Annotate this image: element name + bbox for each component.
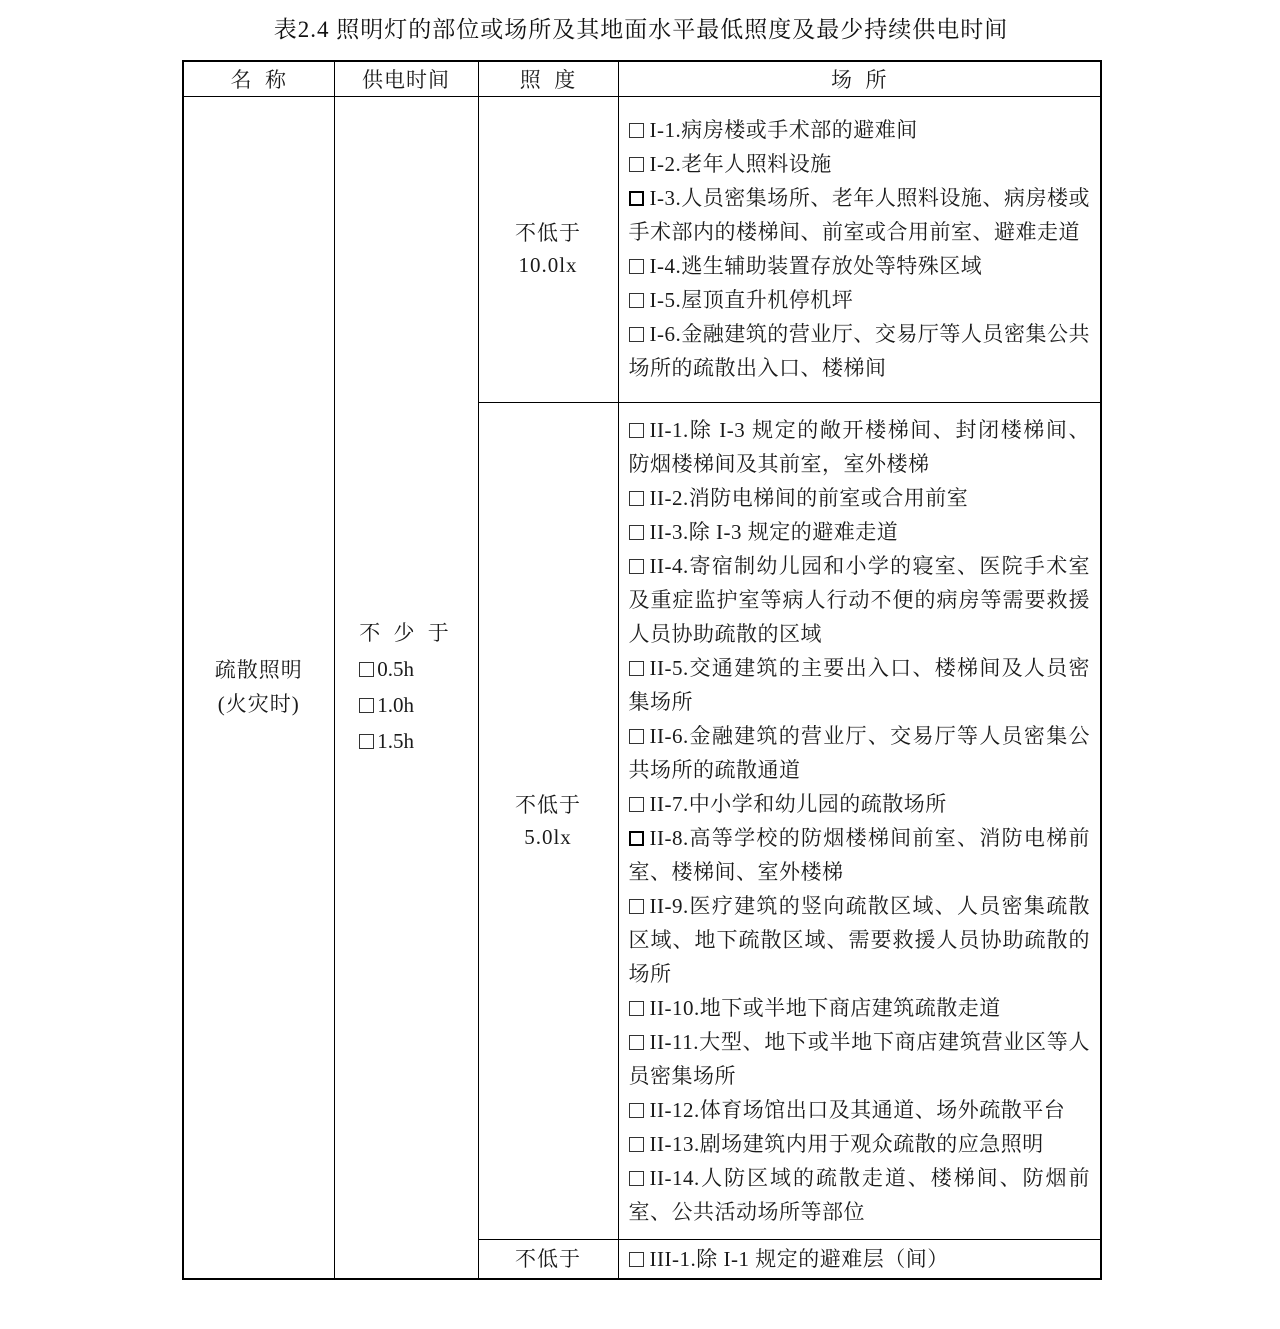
place-item-label: I-4.逃生辅助装置存放处等特殊区域 bbox=[649, 254, 983, 278]
checkbox-icon[interactable] bbox=[629, 1001, 644, 1016]
place-item bbox=[629, 1093, 1091, 1127]
place-item bbox=[629, 889, 1091, 991]
checkbox-icon[interactable] bbox=[629, 293, 644, 308]
checkbox-icon[interactable] bbox=[629, 1035, 644, 1050]
place-item bbox=[629, 181, 1091, 249]
table-title: 表2.4 照明灯的部位或场所及其地面水平最低照度及最少持续供电时间 bbox=[273, 17, 1009, 42]
place-item-label: II-2.消防电梯间的前室或合用前室 bbox=[649, 485, 969, 510]
place-item-label: II-12.体育场馆出口及其通道、场外疏散平台 bbox=[649, 1097, 1066, 1122]
checkbox-icon[interactable] bbox=[629, 1171, 644, 1186]
checkbox-icon[interactable] bbox=[629, 259, 644, 274]
header-name: 名 称 bbox=[183, 61, 334, 96]
name-line-1: 疏散照明 bbox=[214, 658, 303, 682]
checkbox-icon[interactable] bbox=[629, 491, 644, 506]
place-item-label: II-14.人防区域的疏散走道、楼梯间、防烟前室、公共活动场所等部位 bbox=[628, 1165, 1090, 1224]
illuminance-label: 不低于 bbox=[515, 792, 581, 817]
place-item-label: II-7.中小学和幼儿园的疏散场所 bbox=[649, 791, 947, 816]
supply-time-options bbox=[359, 651, 453, 759]
supply-time-option bbox=[359, 651, 453, 687]
place-item bbox=[629, 317, 1091, 385]
header-place: 场 所 bbox=[618, 61, 1101, 96]
checkbox-icon[interactable] bbox=[629, 525, 644, 540]
illuminance-label: 不低于 bbox=[515, 1246, 581, 1271]
place-item bbox=[629, 1127, 1091, 1161]
place-item-label: I-1.病房楼或手术部的避难间 bbox=[649, 118, 918, 142]
checkbox-icon[interactable] bbox=[629, 559, 644, 574]
checkbox-icon[interactable] bbox=[359, 698, 374, 713]
place-item bbox=[629, 147, 1091, 181]
checkbox-icon[interactable] bbox=[629, 729, 644, 744]
place-item-label: III-1.除 I-1 规定的避难层（间） bbox=[649, 1246, 949, 1271]
illuminance-cell-section3 bbox=[478, 1239, 618, 1279]
checkbox-icon[interactable] bbox=[629, 191, 644, 206]
place-item bbox=[629, 651, 1091, 719]
checkbox-icon[interactable] bbox=[359, 662, 374, 677]
place-cell-section2 bbox=[618, 402, 1101, 1239]
checkbox-icon[interactable] bbox=[629, 123, 644, 138]
illuminance-cell-section2 bbox=[478, 402, 618, 1239]
place-item-label: I-5.屋顶直升机停机坪 bbox=[649, 288, 854, 312]
place-item bbox=[629, 249, 1091, 283]
place-item-label: II-3.除 I-3 规定的避难走道 bbox=[649, 519, 899, 544]
header-row bbox=[183, 61, 1101, 96]
supply-time-cell bbox=[334, 96, 478, 1279]
supply-time-prefix: 不 少 于 bbox=[359, 621, 453, 645]
place-item bbox=[629, 1242, 1091, 1276]
lighting-spec-table bbox=[182, 60, 1102, 1280]
place-item-label: II-10.地下或半地下商店建筑疏散走道 bbox=[649, 995, 1001, 1020]
illuminance-value: 10.0lx bbox=[518, 253, 578, 277]
checkbox-icon[interactable] bbox=[629, 423, 644, 438]
place-item bbox=[629, 821, 1091, 889]
checkbox-icon[interactable] bbox=[629, 1252, 644, 1267]
place-item-label: II-11.大型、地下或半地下商店建筑营业区等人员密集场所 bbox=[628, 1029, 1090, 1088]
place-item-label: II-1.除 I-3 规定的敞开楼梯间、封闭楼梯间、防烟楼梯间及其前室，室外楼梯 bbox=[628, 417, 1090, 476]
header-illuminance: 照 度 bbox=[478, 61, 618, 96]
checkbox-icon[interactable] bbox=[629, 157, 644, 172]
supply-option-label: 1.5h bbox=[377, 729, 414, 753]
illuminance-cell-section1 bbox=[478, 96, 618, 402]
place-item bbox=[629, 413, 1091, 481]
checkbox-icon[interactable] bbox=[629, 831, 644, 846]
supply-option-label: 0.5h bbox=[377, 657, 414, 681]
place-list-section1 bbox=[629, 113, 1091, 385]
place-cell-section3 bbox=[618, 1239, 1101, 1279]
place-item bbox=[629, 283, 1091, 317]
place-item-label: II-4.寄宿制幼儿园和小学的寝室、医院手术室及重症监护室等病人行动不便的病房等需要救援人员协助疏散的区域 bbox=[628, 553, 1090, 646]
place-item-label: I-6.金融建筑的营业厅、交易厅等人员密集公共场所的疏散出入口、楼梯间 bbox=[628, 322, 1090, 380]
place-item-label: I-3.人员密集场所、老年人照料设施、病房楼或手术部内的楼梯间、前室或合用前室、避难走道 bbox=[628, 186, 1090, 244]
supply-option-label: 1.0h bbox=[377, 693, 414, 717]
checkbox-icon[interactable] bbox=[359, 734, 374, 749]
place-item bbox=[629, 1161, 1091, 1229]
supply-time-option bbox=[359, 687, 453, 723]
place-list-section2 bbox=[629, 413, 1091, 1229]
supply-time-option bbox=[359, 723, 453, 759]
section-row-1 bbox=[183, 96, 1101, 402]
checkbox-icon[interactable] bbox=[629, 797, 644, 812]
name-line-2: (火灾时) bbox=[217, 692, 300, 716]
place-item bbox=[629, 113, 1091, 147]
checkbox-icon[interactable] bbox=[629, 1137, 644, 1152]
place-item-label: II-5.交通建筑的主要出入口、楼梯间及人员密集场所 bbox=[628, 655, 1090, 714]
place-item bbox=[629, 1025, 1091, 1093]
illuminance-label: 不低于 bbox=[515, 221, 581, 245]
name-cell bbox=[183, 96, 334, 1279]
place-item bbox=[629, 719, 1091, 787]
place-item bbox=[629, 481, 1091, 515]
checkbox-icon[interactable] bbox=[629, 899, 644, 914]
place-item bbox=[629, 549, 1091, 651]
place-cell-section1 bbox=[618, 96, 1101, 402]
header-supply-time: 供电时间 bbox=[334, 61, 478, 96]
document bbox=[182, 16, 1100, 1280]
place-item bbox=[629, 787, 1091, 821]
checkbox-icon[interactable] bbox=[629, 1103, 644, 1118]
place-item-label: II-9.医疗建筑的竖向疏散区域、人员密集疏散区域、地下疏散区域、需要救援人员协助疏散的场所 bbox=[628, 893, 1090, 986]
place-item-label: II-13.剧场建筑内用于观众疏散的应急照明 bbox=[649, 1131, 1044, 1156]
place-list-section3 bbox=[629, 1242, 1091, 1276]
checkbox-icon[interactable] bbox=[629, 661, 644, 676]
illuminance-value: 5.0lx bbox=[524, 824, 572, 849]
checkbox-icon[interactable] bbox=[629, 327, 644, 342]
place-item-label: I-2.老年人照料设施 bbox=[649, 152, 832, 176]
place-item bbox=[629, 991, 1091, 1025]
place-item-label: II-6.金融建筑的营业厅、交易厅等人员密集公共场所的疏散通道 bbox=[628, 723, 1090, 782]
place-item-label: II-8.高等学校的防烟楼梯间前室、消防电梯前室、楼梯间、室外楼梯 bbox=[628, 825, 1090, 884]
place-item bbox=[629, 515, 1091, 549]
